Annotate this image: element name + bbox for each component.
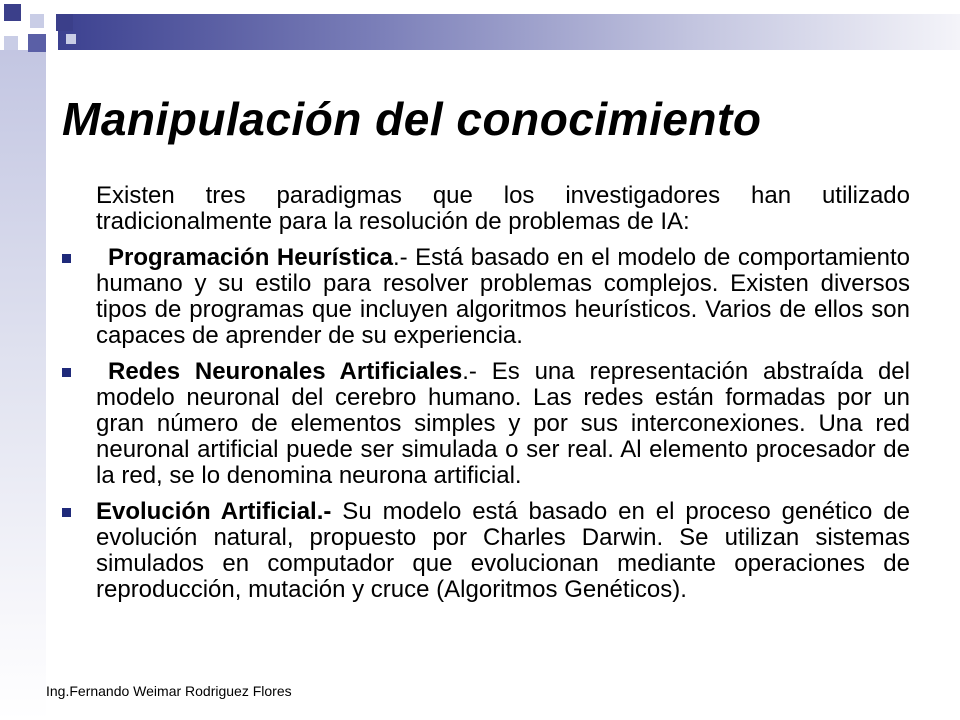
left-gradient-bar (0, 50, 46, 720)
decorative-square (4, 4, 21, 21)
decorative-square (56, 14, 73, 31)
slide-title: Manipulación del conocimiento (62, 93, 762, 145)
decorative-square (4, 36, 18, 50)
decorative-square (66, 34, 76, 44)
square-bullet-icon (62, 254, 71, 263)
slide-footer: Ing.Fernando Weimar Rodriguez Flores (46, 683, 292, 699)
square-bullet-icon (62, 508, 71, 517)
item-description: .- Está basado en el modelo de comportamiento humano y su estilo para resolver problemas complejos. Existen diversos tipos de programas que incluyen algoritmos heurísticos. Varios de ellos son capaces de aprender de su experiencia. (96, 244, 910, 349)
list-item (62, 245, 910, 349)
item-term: Redes Neuronales Artificiales (108, 358, 463, 385)
item-term: Evolución Artificial.- (96, 498, 332, 525)
square-bullet-icon (62, 368, 71, 377)
item-term: Programación Heurística (108, 244, 393, 271)
bullet-list (62, 245, 910, 603)
list-item (62, 499, 910, 603)
header-gradient-banner (58, 14, 960, 50)
decorative-square (30, 14, 44, 28)
item-description: .- Es una representación abstraída del modelo neuronal del cerebro humano. Las redes están formadas por un gran número de elementos simples y por sus interconexiones. Una red neuronal artificial puede ser simulada o ser real. Al elemento procesador de la red, se lo denomina neurona artificial. (96, 358, 910, 489)
slide-body (62, 183, 910, 613)
decorative-square (28, 34, 46, 52)
list-item (62, 359, 910, 489)
item-description: Su modelo está basado en el proceso genético de evolución natural, propuesto por Charles Darwin. Se utilizan sistemas simulados en computador que evolucionan mediante operaciones de reproducción, mutación y cruce (Algoritmos Genéticos). (96, 498, 911, 603)
intro-paragraph: Existen tres paradigmas que los investigadores han utilizado tradicionalmente para la resolución de problemas de IA: (96, 182, 910, 235)
